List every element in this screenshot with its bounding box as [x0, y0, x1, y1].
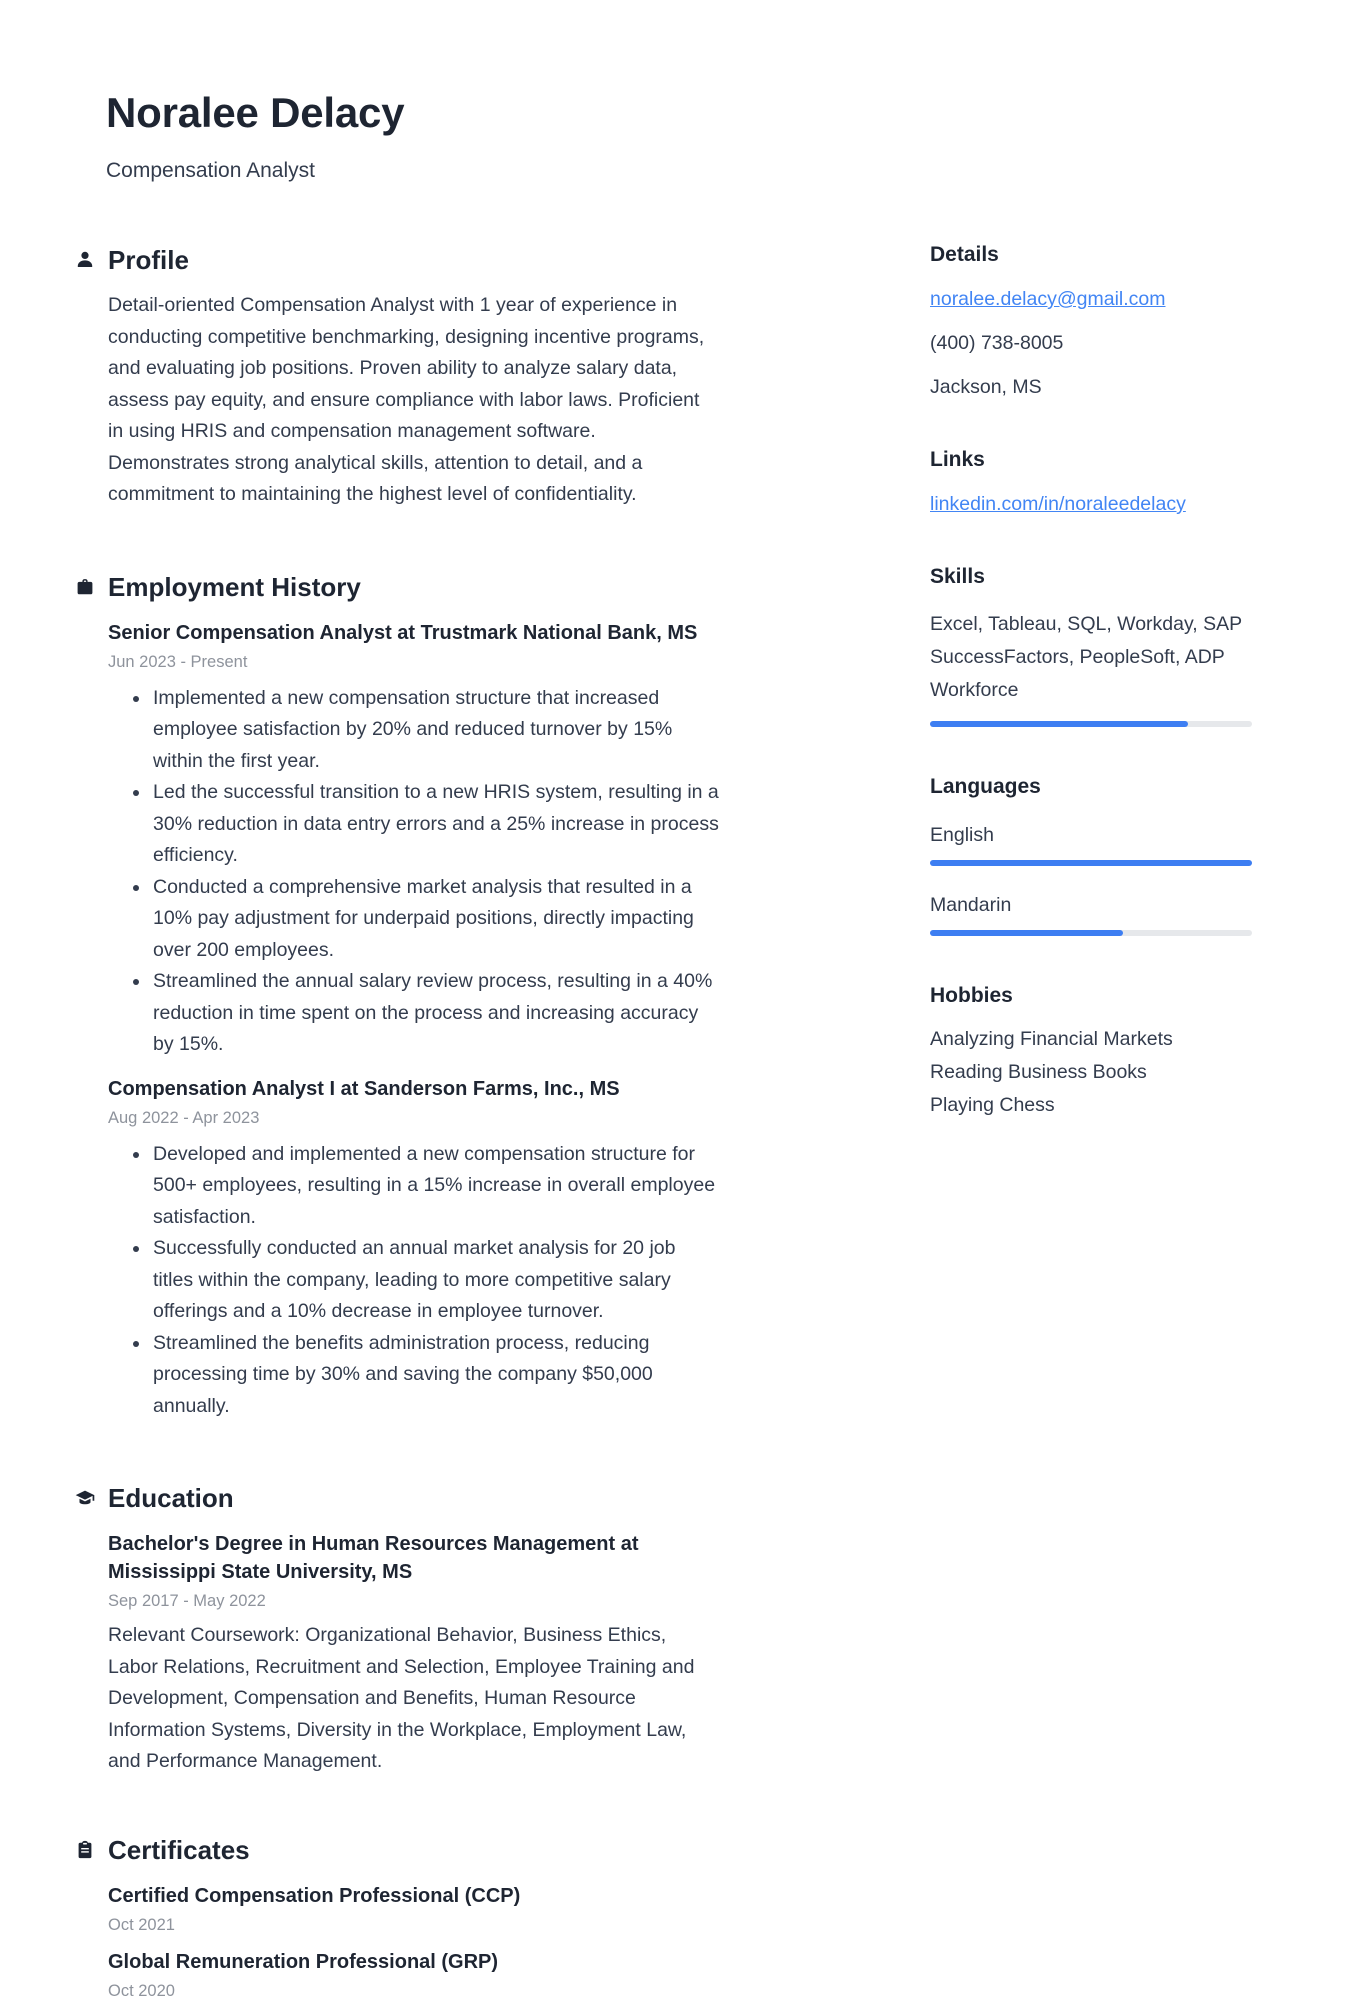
phone-number: (400) 738-8005: [930, 332, 1064, 354]
education-section: [74, 1482, 896, 1778]
skills-block: [930, 563, 1252, 727]
hobby-item: Analyzing Financial Markets: [930, 1028, 1173, 1050]
certificates-content: [108, 1882, 896, 2002]
languages-list: [930, 822, 1252, 936]
job-bullet: • Implemented a new compensation structure that increased employee satisfaction by 20% and reduced turnover by 15% within the first year.: [151, 683, 720, 778]
profile-section: [74, 244, 896, 511]
job-title: Senior Compensation Analyst at Trustmark National Bank, MS: [108, 621, 698, 644]
clipboard-icon: [74, 1839, 96, 1861]
language-name: Mandarin: [930, 894, 1012, 916]
language-entry: [930, 822, 1252, 866]
section-title-education: Education: [108, 1483, 234, 1513]
job-title: Compensation Analyst I at Sanderson Farms, Inc., MS: [108, 1077, 620, 1100]
sidebar: [930, 88, 1252, 1931]
education-dates: Sep 2017 - May 2022: [108, 1592, 266, 1610]
job-bullet: • Successfully conducted an annual market analysis for 20 job titles within the company, leading to more competitive salary offerings and a 10% decrease in employee turnover.: [151, 1233, 720, 1328]
job-bullet-list: [108, 1139, 720, 1423]
language-level-track: [930, 930, 1252, 936]
skills-level-bar: [930, 721, 1188, 727]
job-entry: [108, 619, 896, 1061]
job-bullet-list: [108, 683, 720, 1061]
email-link[interactable]: noralee.delacy@gmail.com: [930, 288, 1166, 310]
details-block: [930, 241, 1252, 400]
linkedin-link[interactable]: linkedin.com/in/noraleedelacy: [930, 493, 1186, 515]
hobbies-list: [930, 1023, 1252, 1122]
language-name: English: [930, 824, 994, 846]
certificate-date: Oct 2020: [108, 1981, 175, 2000]
job-entry: [108, 1075, 896, 1423]
section-title-certificates: Certificates: [108, 1834, 250, 1865]
language-level-track: [930, 860, 1252, 866]
employment-section: [74, 571, 896, 1423]
degree-title: Bachelor's Degree in Human Resources Management at Mississippi State University, MS: [108, 1533, 639, 1583]
sidebar-title-details: Details: [930, 243, 999, 266]
hobby-item: Playing Chess: [930, 1094, 1055, 1116]
job-dates: Aug 2022 - Apr 2023: [108, 1108, 260, 1127]
sidebar-title-languages: Languages: [930, 775, 1041, 798]
sidebar-title-hobbies: Hobbies: [930, 984, 1013, 1007]
hobbies-block: [930, 982, 1252, 1122]
job-bullet: • Conducted a comprehensive market analysis that resulted in a 10% pay adjustment for underpaid positions, directly impacting over 200 employees.: [151, 872, 720, 967]
candidate-name: Noralee Delacy: [106, 89, 405, 136]
person-icon: [74, 249, 96, 271]
certificate-name: Certified Compensation Professional (CCP): [108, 1884, 521, 1907]
certificate-date: Oct 2021: [108, 1915, 175, 1934]
job-bullet: • Streamlined the benefits administration process, reducing processing time by 30% and saving the company $50,000 annually.: [151, 1328, 720, 1423]
education-section-header: [74, 1482, 896, 1514]
skills-list-text: Excel, Tableau, SQL, Workday, SAP SuccessFactors, PeopleSoft, ADP Workforce: [930, 613, 1242, 701]
hobby-item: Reading Business Books: [930, 1061, 1147, 1083]
job-dates: Jun 2023 - Present: [108, 652, 248, 671]
language-level-bar: [930, 930, 1123, 936]
section-title-employment: Employment History: [108, 571, 361, 602]
location: Jackson, MS: [930, 376, 1042, 398]
language-entry: [930, 892, 1252, 936]
employment-section-header: [74, 571, 896, 603]
certificates-section-header: [74, 1834, 896, 1866]
candidate-job-title: Compensation Analyst: [106, 159, 315, 182]
links-block: [930, 446, 1252, 517]
section-title-profile: Profile: [108, 245, 189, 275]
graduation-cap-icon: [74, 1487, 96, 1509]
profile-content: [108, 290, 896, 511]
job-bullet: • Streamlined the annual salary review process, resulting in a 40% reduction in time spent on the process and increasing accuracy by 15%.: [151, 966, 720, 1061]
certificates-section: [74, 1834, 896, 2002]
certificate-entry: [108, 1948, 896, 2002]
certificate-name: Global Remuneration Professional (GRP): [108, 1950, 499, 1973]
skills-level-track: [930, 721, 1252, 727]
main-column: [74, 88, 896, 2000]
employment-content: [108, 619, 896, 1423]
language-level-bar: [930, 860, 1252, 866]
briefcase-icon: [74, 576, 96, 598]
languages-block: [930, 773, 1252, 936]
profile-section-header: [74, 244, 896, 276]
education-entry: [108, 1530, 896, 1778]
sidebar-title-skills: Skills: [930, 565, 985, 588]
education-description: Relevant Coursework: Organizational Behavior, Business Ethics, Labor Relations, Recruitment and Selection, Employee Training and Development, Compensation and Benefits, Human Resource Information Systems, Diversity in the Workplace, Employment Law, and Performance Management.: [108, 1624, 695, 1772]
job-bullet: • Developed and implemented a new compensation structure for 500+ employees, resulting in a 15% increase in overall employee satisfaction.: [151, 1139, 720, 1234]
education-content: [108, 1530, 896, 1778]
resume-header: [74, 88, 896, 184]
profile-text: Detail-oriented Compensation Analyst with 1 year of experience in conducting competitive benchmarking, designing incentive programs, and evaluating job positions. Proven ability to analyze salary data, assess pay equity, and ensure compliance with labor laws. Proficient in using HRIS and compensation management software. Demonstrates strong analytical skills, attention to detail, and a commitment to maintaining the highest level of confidentiality.: [108, 294, 705, 505]
job-bullet: • Led the successful transition to a new HRIS system, resulting in a 30% reduction in data entry errors and a 25% increase in process efficiency.: [151, 777, 720, 872]
sidebar-title-links: Links: [930, 448, 985, 471]
certificate-entry: [108, 1882, 896, 1936]
